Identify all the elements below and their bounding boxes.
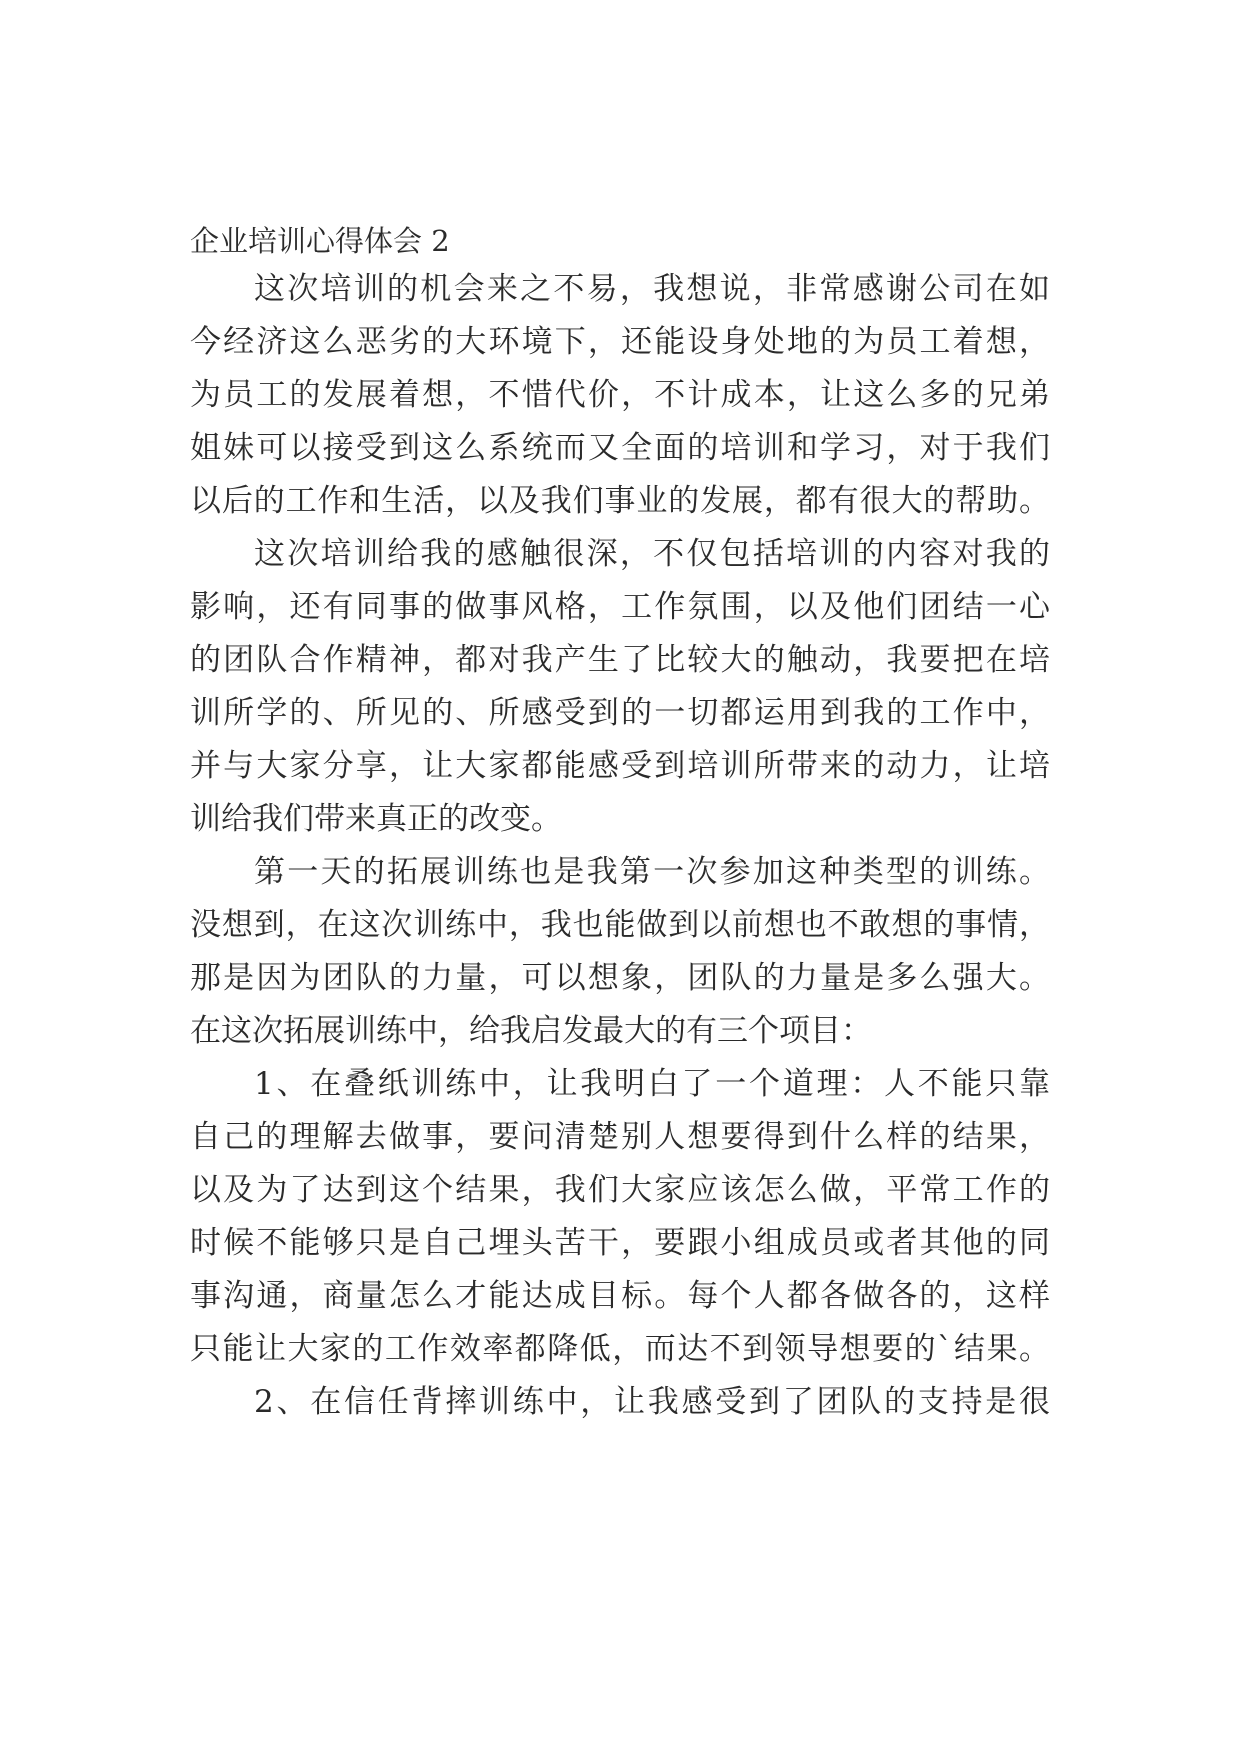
paragraph-line: 这次培训给我的感触很深，不仅包括培训的内容对我的 (254, 536, 1050, 572)
paragraph-line: 以后的工作和生活，以及我们事业的发展，都有很大的帮助。 (190, 483, 1050, 519)
paragraph-line: 姐妹可以接受到这么系统而又全面的培训和学习，对于我们 (190, 430, 1050, 466)
paragraph-line: 事沟通，商量怎么才能达成目标。每个人都各做各的，这样 (190, 1278, 1050, 1314)
paragraph-line: 训给我们带来真正的改变。 (190, 801, 562, 837)
paragraph-line: 训所学的、所见的、所感受到的一切都运用到我的工作中， (190, 695, 1050, 731)
paragraph-line: 以及为了达到这个结果，我们大家应该怎么做，平常工作的 (190, 1172, 1050, 1208)
paragraph-line: 这次培训的机会来之不易，我想说，非常感谢公司在如 (254, 271, 1050, 307)
paragraph-line: 并与大家分享，让大家都能感受到培训所带来的动力，让培 (190, 748, 1050, 784)
paragraph-line: 那是因为团队的力量，可以想象，团队的力量是多么强大。 (190, 960, 1050, 996)
paragraph-line: 时候不能够只是自己埋头苦干，要跟小组成员或者其他的同 (190, 1225, 1050, 1261)
paragraph-line: 2、在信任背摔训练中，让我感受到了团队的支持是很 (254, 1384, 1050, 1420)
paragraph-line: 影响，还有同事的做事风格，工作氛围，以及他们团结一心 (190, 589, 1050, 625)
paragraph-line: 为员工的发展着想，不惜代价，不计成本，让这么多的兄弟 (190, 377, 1050, 413)
document-title: 企业培训心得体会 2 (190, 224, 450, 258)
paragraph-line: 今经济这么恶劣的大环境下，还能设身处地的为员工着想， (190, 324, 1050, 360)
paragraph-line: 自己的理解去做事，要问清楚别人想要得到什么样的结果， (190, 1119, 1050, 1155)
paragraph-line: 没想到，在这次训练中，我也能做到以前想也不敢想的事情， (190, 907, 1050, 943)
paragraph-line: 1、在叠纸训练中，让我明白了一个道理：人不能只靠 (254, 1066, 1050, 1102)
paragraph-line: 只能让大家的工作效率都降低，而达不到领导想要的`结果。 (190, 1331, 1050, 1367)
paragraph-line: 的团队合作精神，都对我产生了比较大的触动，我要把在培 (190, 642, 1050, 678)
paragraph-line: 在这次拓展训练中，给我启发最大的有三个项目： (190, 1013, 872, 1049)
paragraph-line: 第一天的拓展训练也是我第一次参加这种类型的训练。 (254, 854, 1050, 890)
